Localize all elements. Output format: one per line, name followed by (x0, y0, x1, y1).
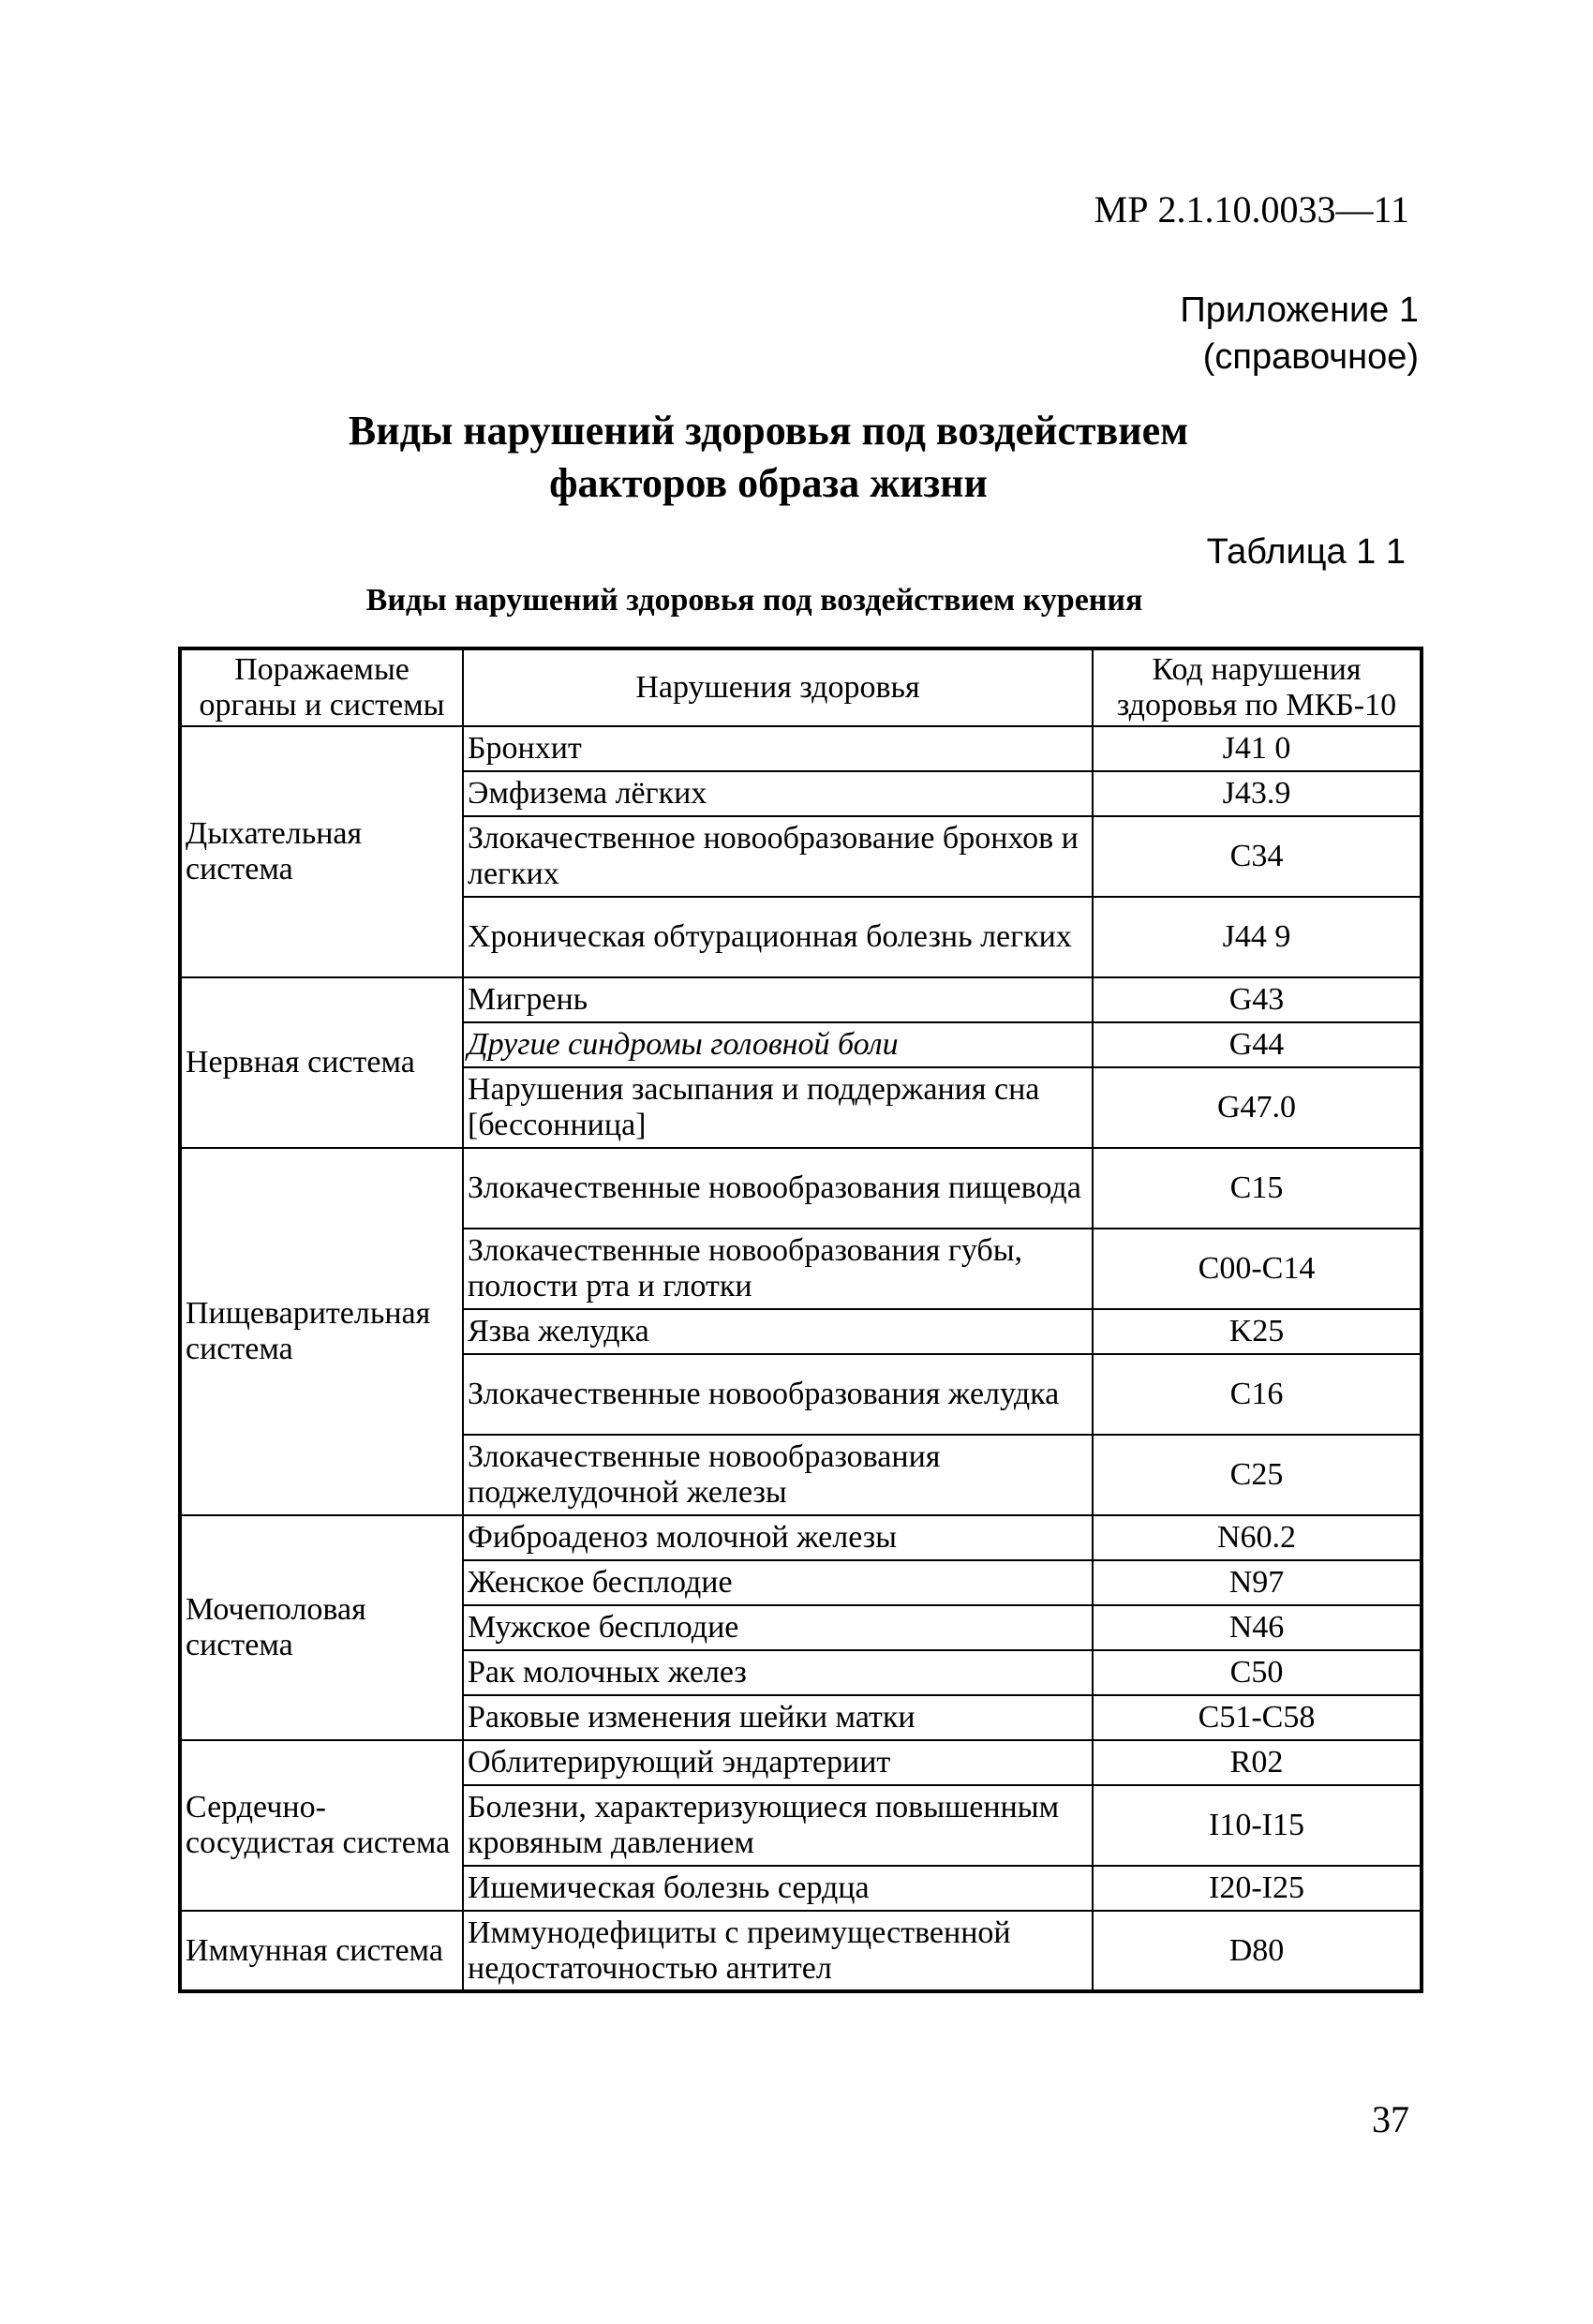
condition-cell: Другие синдромы головной боли (463, 1022, 1093, 1067)
condition-cell: Облитерирующий эндартериит (463, 1740, 1093, 1785)
icd-code-cell: C00-C14 (1093, 1229, 1422, 1309)
page-title-line-1: Виды нарушений здоровья под воздействием (348, 408, 1189, 454)
condition-cell: Ишемическая болезнь сердца (463, 1866, 1093, 1911)
condition-cell: Нарушения засыпания и поддержания сна [бессонница] (463, 1067, 1093, 1148)
icd-code-cell: J44 9 (1093, 897, 1422, 977)
organ-system-cell: Пищеварительная система (180, 1148, 463, 1515)
icd-code-cell: G47.0 (1093, 1067, 1422, 1148)
icd-code-cell: N46 (1093, 1605, 1422, 1650)
icd-code-cell: N60.2 (1093, 1515, 1422, 1560)
condition-cell: Болезни, характеризующиеся повышенным кровяным давлением (463, 1785, 1093, 1866)
appendix-label (1180, 287, 1419, 380)
table-header-row (180, 648, 1422, 726)
condition-cell: Рак молочных желез (463, 1650, 1093, 1695)
appendix-type: (справочное) (1202, 337, 1419, 377)
table-row (180, 1148, 1422, 1229)
condition-cell: Злокачественные новообразования губы, полости рта и глотки (463, 1229, 1093, 1309)
organ-system-cell: Сердечно-сосудистая система (180, 1740, 463, 1911)
condition-cell: Злокачественные новообразования пищевода (463, 1148, 1093, 1229)
icd-code-cell: I20-I25 (1093, 1866, 1422, 1911)
table-row (180, 977, 1422, 1022)
icd-code-cell: J41 0 (1093, 726, 1422, 771)
condition-cell: Язва желудка (463, 1309, 1093, 1354)
condition-cell: Фиброаденоз молочной железы (463, 1515, 1093, 1560)
icd-code-cell: C51-C58 (1093, 1695, 1422, 1740)
page-number: 37 (1372, 2098, 1409, 2140)
header-organ: Поражаемые органы и системы (180, 648, 463, 726)
header-code: Код нарушения здоровья по МКБ-10 (1093, 648, 1422, 726)
table-row (180, 1515, 1422, 1560)
condition-cell: Иммунодефициты с преимущественной недостаточностью антител (463, 1911, 1093, 1991)
table-number: Таблица 1 1 (1206, 532, 1406, 572)
header-condition: Нарушения здоровья (463, 648, 1093, 726)
icd-code-cell: N97 (1093, 1560, 1422, 1605)
condition-cell: Женское бесплодие (463, 1560, 1093, 1605)
icd-code-cell: C16 (1093, 1354, 1422, 1435)
page-title-line-2: факторов образа жизни (549, 460, 988, 506)
organ-system-cell: Иммунная система (180, 1911, 463, 1991)
icd-code-cell: C34 (1093, 816, 1422, 897)
icd-code-cell: D80 (1093, 1911, 1422, 1991)
icd-code-cell: C50 (1093, 1650, 1422, 1695)
organ-system-cell: Мочеполовая система (180, 1515, 463, 1740)
condition-cell: Бронхит (463, 726, 1093, 771)
organ-system-cell: Дыхательная система (180, 726, 463, 977)
appendix-number: Приложение 1 (1180, 290, 1419, 330)
condition-cell: Эмфизема лёгких (463, 771, 1093, 816)
icd-code-cell: C25 (1093, 1435, 1422, 1515)
condition-cell: Мигрень (463, 977, 1093, 1022)
condition-cell: Злокачественное новообразование бронхов и легких (463, 816, 1093, 897)
table-row (180, 726, 1422, 771)
page-title (0, 405, 1593, 510)
condition-cell: Раковые изменения шейки матки (463, 1695, 1093, 1740)
icd-code-cell: G43 (1093, 977, 1422, 1022)
condition-cell: Мужское бесплодие (463, 1605, 1093, 1650)
table-title: Виды нарушений здоровья под воздействием курения (365, 583, 1143, 618)
icd-code-cell: R02 (1093, 1740, 1422, 1785)
condition-cell: Злокачественные новообразования поджелудочной железы (463, 1435, 1093, 1515)
icd-code-cell: K25 (1093, 1309, 1422, 1354)
document-code: МР 2.1.10.0033—11 (1094, 188, 1409, 231)
table-row (180, 1911, 1422, 1991)
icd-code-cell: I10-I15 (1093, 1785, 1422, 1866)
health-disorders-table (178, 647, 1423, 1993)
table-body (180, 726, 1422, 1991)
icd-code-cell: J43.9 (1093, 771, 1422, 816)
table-row (180, 1740, 1422, 1785)
organ-system-cell: Нервная система (180, 977, 463, 1148)
icd-code-cell: C15 (1093, 1148, 1422, 1229)
icd-code-cell: G44 (1093, 1022, 1422, 1067)
condition-cell: Хроническая обтурационная болезнь легких (463, 897, 1093, 977)
condition-cell: Злокачественные новообразования желудка (463, 1354, 1093, 1435)
